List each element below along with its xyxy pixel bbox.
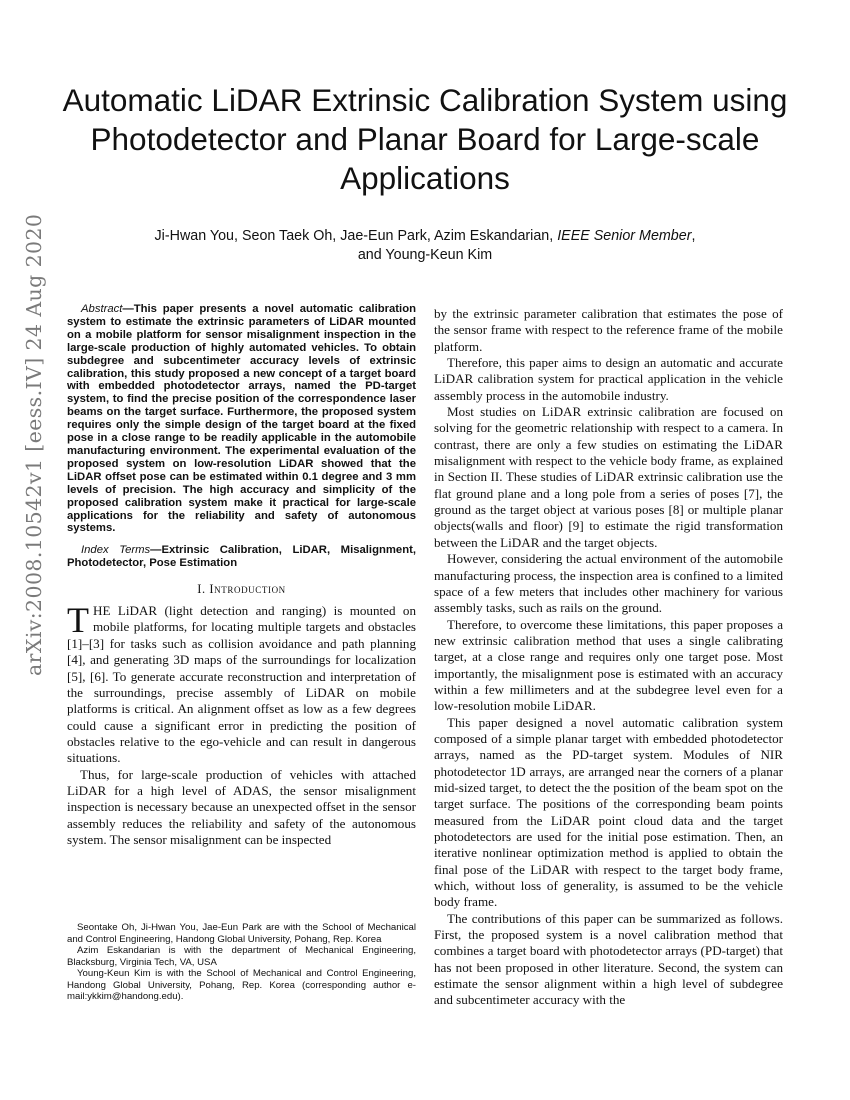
- footnote-3: Young-Keun Kim is with the School of Mechanical and Control Engineering, Handong Global University, Pohang, Rep. Korea (corresponding author e-mail:ykkim@handong.edu).: [67, 968, 416, 1002]
- index-terms: [67, 544, 416, 570]
- arxiv-id-text: arXiv:2008.10542v1 [eess.IV] 24 Aug 2020: [22, 213, 46, 676]
- body-paragraph-related-work: Most studies on LiDAR extrinsic calibration are focused on solving for the geometric relationship with respect to a camera. In contrast, there are only a few studies on estimating the LiDAR misalignment with respect to the vehicle body frame, as explained in Section II. These studies of LiDAR extrinsic calibration use the flat ground plane and a long pole from a series of poses [7], the ground as the target object at various poses [8] or multiple planar objects(walls and floor) [9] to estimate the rigid transformation between the LiDAR and the target objects.: [434, 404, 783, 550]
- section-heading-introduction: I. Introduction: [197, 582, 286, 597]
- authors-line1-end: ,: [691, 228, 696, 244]
- authors-line2: and Young-Keun Kim: [357, 247, 493, 263]
- dropcap-letter: T: [67, 600, 89, 641]
- right-column: [434, 306, 783, 1009]
- abstract: [67, 303, 416, 535]
- abstract-label: Abstract: [81, 303, 123, 315]
- body-paragraph-environment: However, considering the actual environment of the automobile manufacturing process, the inspection area is confined to a limited space of a few meters that includes other machinery for various assembly tasks, such as rails on the ground.: [434, 551, 783, 616]
- body-paragraph-system: This paper designed a novel automatic calibration system composed of a simple planar target with embedded photodetector arrays, named as the PD-target system. Modules of NIR photodetector 1D arrays, are arranged near the corners of a planar mid-sized target, to detect the the position of the beam spot on the target surface. The positions of the corresponding beam points measured from the LiDAR point cloud data and the target photodetectors are used for the initial pose estimation. Then, an iterative nonlinear optimization method is applied to obtain the final pose of the LiDAR with respect to the target body frame, which, without loss of generality, is assumed to be the vehicle body frame.: [434, 714, 783, 910]
- body-paragraph-proposal: Therefore, to overcome these limitations, this paper proposes a new extrinsic calibration method that uses a single calibrating target, at a close range and requires only one target pose. Most importantly, the misalignment pose is estimated with an accuracy within a few millimeters and at the subdegree level even for a low-resolution mobile LiDAR.: [434, 616, 783, 714]
- authors-affiliation: IEEE Senior Member: [557, 228, 692, 244]
- paper-title: Automatic LiDAR Extrinsic Calibration System using Photodetector and Planar Board for Large-scale Applications: [62, 82, 788, 196]
- intro-paragraph-2: Thus, for large-scale production of vehicles with attached LiDAR for a high level of ADAS, the sensor misalignment inspection is necessary because an unexpected offset in the sensor assembly reduces the reliability and safety of the autonomous system. The sensor misalignment can be inspected: [67, 766, 416, 847]
- authors-line1: Ji-Hwan You, Seon Taek Oh, Jae-Eun Park, Azim Eskandarian,: [154, 228, 558, 244]
- body-paragraph-aim: Therefore, this paper aims to design an automatic and accurate LiDAR calibration system for practical application in the vehicle assembly process in the automobile industry.: [434, 355, 783, 403]
- left-column: [67, 303, 416, 848]
- index-terms-label: Index Terms: [81, 544, 151, 557]
- abstract-text: —This paper presents a novel automatic calibration system to estimate the extrinsic parameters of LiDAR mounted on a mobile platform for sensor misalignment inspection in the large-scale production of highly automated vehicles. To obtain subdegree and subcentimeter accuracy levels of extrinsic calibration, this study proposed a new concept of a target board with embedded photodetector arrays, named the PD-target system, to find the precise position of the correspondence laser beams on the target surface. Furthermore, the proposed system requires only the simple design of the target board at the fixed pose in a close range to be readily applicable in the automobile manufacturing environment. The experimental evaluation of the proposed system on low-resolution LiDAR showed that the LiDAR offset pose can be estimated within 0.1 degree and 3 mm levels of precision. The high accuracy and simplicity of the proposed calibration system make it practical for large-scale applications for the reliability and safety of autonomous systems.: [67, 303, 416, 535]
- footnote-2: Azim Eskandarian is with the department of Mechanical Engineering, Blacksburg, Virginia Tech, VA, USA: [67, 945, 416, 968]
- index-terms-text: —Extrinsic Calibration, LiDAR, Misalignment, Photodetector, Pose Estimation: [67, 544, 416, 570]
- author-list: [60, 227, 790, 265]
- body-paragraph-contributions: The contributions of this paper can be summarized as follows. First, the proposed system is a novel calibration method that combines a target board with photodetector arrays (PD-target) that has not been proposed in other literature. Second, the system can estimate the sensor alignment within a high level of subdegree and subcentimeter accuracy with the: [434, 910, 783, 1008]
- footnote-1: Seontake Oh, Ji-Hwan You, Jae-Eun Park are with the School of Mechanical and Control Engineering, Handong Global University, Pohang, Rep. Korea: [67, 922, 416, 945]
- intro-p1-text: HE LiDAR (light detection and ranging) is mounted on mobile platforms, for locating multiple targets and obstacles [1]–[3] for tasks such as collision avoidance and path planning [4], and generating 3D maps of the surroundings for localization [5], [6]. To generate accurate reconstruction and interpretation of the surroundings, precise assembly of LiDAR on mobile platforms is critical. An alignment offset as low as a few degrees could cause a significant error in predicting the position of obstacles relative to the ego-vehicle and can result in dangerous situations.: [67, 603, 416, 766]
- footnotes: [67, 922, 416, 1003]
- body-paragraph-continued: by the extrinsic parameter calibration that estimates the pose of the sensor frame with respect to the reference frame of the mobile platform.: [434, 306, 783, 354]
- intro-paragraph-1: [67, 600, 416, 766]
